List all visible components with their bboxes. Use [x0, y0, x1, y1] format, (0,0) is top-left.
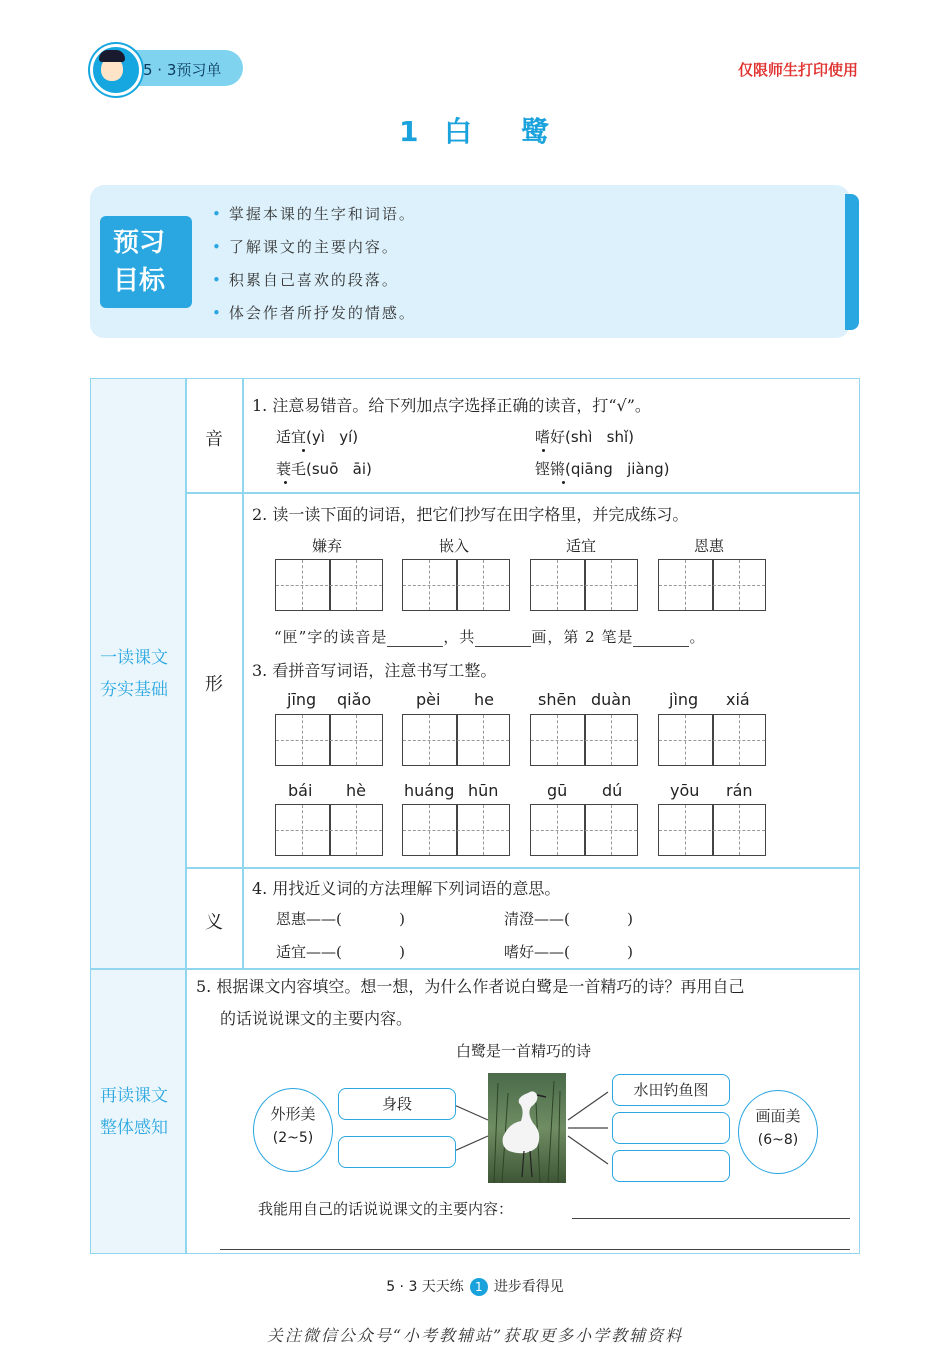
section1-label [100, 642, 168, 706]
copy-word: 恩惠 [694, 537, 725, 555]
column-divider [185, 378, 187, 1254]
goal-item: • 掌握本课的生字和词语。 [212, 205, 416, 223]
writing-grid[interactable] [275, 559, 383, 611]
right-box-1[interactable]: 水田钓鱼图 [612, 1074, 730, 1106]
pinyin: duàn [591, 690, 632, 709]
section1-label-line2: 夯实基础 [100, 680, 168, 700]
emphasis-dot [302, 449, 305, 452]
category-yin: 音 [205, 429, 223, 450]
blank-field[interactable] [387, 628, 443, 647]
section1-label-line1: 一读课文 [100, 648, 168, 668]
emphasis-dot [542, 449, 545, 452]
pinyin: gū [547, 781, 568, 800]
pinyin: jīng [287, 690, 317, 709]
pinyin: he [474, 690, 494, 709]
row-divider [185, 492, 860, 494]
pinyin: qiǎo [337, 690, 372, 709]
footer [0, 1276, 950, 1296]
pinyin: dú [602, 781, 623, 800]
synonym-item[interactable]: 适宜——( ) [276, 943, 405, 961]
synonym-item[interactable]: 清澄——( ) [504, 910, 633, 928]
edition-badge-text: 5 · 3预习单 [143, 61, 222, 79]
pinyin: shēn [538, 690, 577, 709]
fill-blank-sentence: “匣”字的读音是 ，共 画，第 2 笔是 。 [274, 628, 706, 646]
right-box-2[interactable] [612, 1112, 730, 1144]
pinyin: yōu [670, 781, 700, 800]
question-2: 2. 读一读下面的词语，把它们抄写在田字格里，并完成练习。 [252, 505, 689, 524]
column-divider [242, 378, 244, 968]
pinyin: rán [726, 781, 753, 800]
goals-panel-edge [845, 194, 859, 330]
page-number: 1 [470, 1278, 488, 1296]
blank-field[interactable] [475, 628, 531, 647]
answer-line[interactable] [220, 1249, 850, 1250]
diagram-title: 白鹭是一首精巧的诗 [456, 1042, 592, 1060]
writing-grid[interactable] [658, 559, 766, 611]
writing-grid[interactable] [402, 714, 510, 766]
pinyin: huáng [404, 781, 455, 800]
goal-item: • 了解课文的主要内容。 [212, 238, 399, 256]
right-oval-line1: 画面美 [755, 1107, 801, 1125]
copy-word: 嵌入 [439, 537, 470, 555]
question-5-line1: 5. 根据课文内容填空。想一想，为什么作者说白鹭是一首精巧的诗？再用自己 [196, 977, 745, 996]
section2-label-line2: 整体感知 [100, 1118, 168, 1138]
pinyin: xiá [726, 690, 750, 709]
writing-grid[interactable] [402, 804, 510, 856]
footer-right: 进步看得见 [493, 1279, 564, 1295]
bottom-note: 关注微信公众号“小考教辅站”获取更多小学教辅资料 [266, 1326, 684, 1345]
left-oval [253, 1088, 333, 1172]
summary-prompt: 我能用自己的话说说课文的主要内容： [258, 1200, 514, 1218]
blank-field[interactable] [633, 628, 689, 647]
writing-grid[interactable] [658, 714, 766, 766]
left-oval-line2: (2~5) [272, 1130, 314, 1146]
copy-word: 适宜 [566, 537, 597, 555]
emphasis-dot [284, 481, 287, 484]
question-5-line2: 的话说说课文的主要内容。 [220, 1009, 413, 1028]
writing-grid[interactable] [275, 714, 383, 766]
pinyin: hūn [468, 781, 499, 800]
synonym-item[interactable]: 恩惠——( ) [276, 910, 405, 928]
pinyin: hè [346, 781, 366, 800]
yin-item: 蓑毛(suō āi) [276, 460, 372, 478]
category-xing: 形 [205, 674, 223, 695]
left-oval-line1: 外形美 [270, 1105, 316, 1123]
goal-item: • 积累自己喜欢的段落。 [212, 271, 399, 289]
section2-label [100, 1080, 168, 1144]
goal-item: • 体会作者所抒发的情感。 [212, 304, 416, 322]
synonym-item[interactable]: 嗜好——( ) [504, 943, 633, 961]
answer-line[interactable] [572, 1218, 850, 1219]
goals-label-line1: 预习 [113, 228, 166, 258]
left-box-2[interactable] [338, 1136, 456, 1168]
question-3: 3. 看拼音写词语，注意书写工整。 [252, 661, 497, 680]
writing-grid[interactable] [402, 559, 510, 611]
yin-item: 嗜好(shì shǐ) [535, 428, 635, 446]
writing-grid[interactable] [658, 804, 766, 856]
left-box-1[interactable]: 身段 [338, 1088, 456, 1120]
emphasis-dot [562, 481, 565, 484]
writing-grid[interactable] [530, 559, 638, 611]
yin-item: 铿锵(qiāng jiàng) [535, 460, 670, 478]
goals-label [100, 216, 192, 308]
egret-photo [488, 1073, 566, 1183]
right-box-3[interactable] [612, 1150, 730, 1182]
copy-word: 嫌弃 [312, 537, 343, 555]
pinyin: jìng [669, 690, 699, 709]
writing-grid[interactable] [275, 804, 383, 856]
row-divider [90, 968, 860, 970]
category-yi: 义 [205, 912, 223, 933]
right-oval-line2: (6~8) [757, 1132, 799, 1148]
writing-grid[interactable] [530, 714, 638, 766]
row-divider [185, 867, 860, 869]
section2-label-line1: 再读课文 [100, 1086, 168, 1106]
pinyin: pèi [416, 690, 441, 709]
writing-grid[interactable] [530, 804, 638, 856]
print-notice: 仅限师生打印使用 [737, 61, 858, 79]
question-4: 4. 用找近义词的方法理解下列词语的意思。 [252, 879, 561, 898]
right-oval [738, 1090, 818, 1174]
goals-panel [90, 185, 850, 338]
pinyin: bái [288, 781, 313, 800]
question-1: 1. 注意易错音。给下列加点字选择正确的读音，打“√”。 [252, 396, 651, 415]
yin-item: 适宜(yì yí) [276, 428, 359, 446]
mascot-hair [99, 50, 125, 62]
lesson-title: 1 白 鹭 [399, 115, 551, 148]
goals-label-line2: 目标 [113, 266, 166, 296]
footer-left: 5 · 3 天天练 [386, 1279, 464, 1295]
